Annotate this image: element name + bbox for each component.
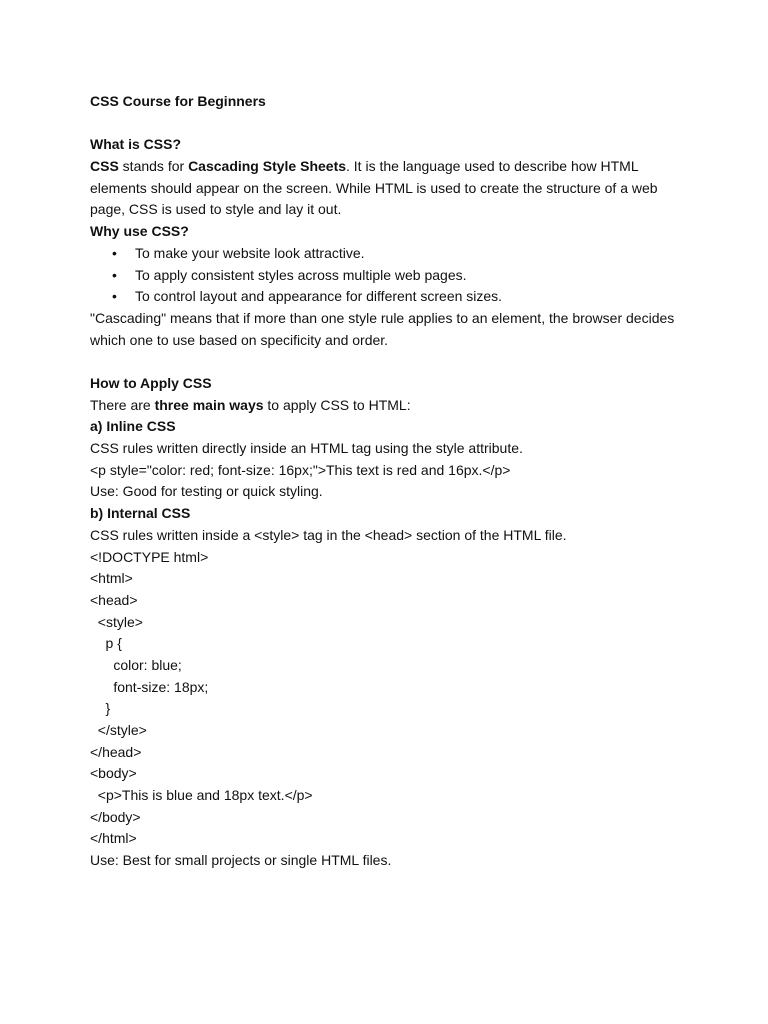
section-heading-apply: How to Apply CSS — [90, 375, 212, 392]
inline-example: <p style="color: red; font-size: 16px;">This text is red and 16px.</p> — [90, 461, 511, 478]
bullet-text: To make your website look attractive. — [135, 244, 365, 261]
internal-description: CSS rules written inside a <style> tag in the <head> section of the HTML file. — [90, 526, 567, 543]
apply-intro-pre: There are — [90, 396, 155, 413]
inline-use: Use: Good for testing or quick styling. — [90, 483, 323, 500]
code-line: color: blue; — [90, 656, 182, 673]
doc-title: CSS Course for Beginners — [90, 93, 266, 109]
why-bullet-list — [90, 243, 680, 308]
internal-use: Use: Best for small projects or single HTML files. — [90, 852, 392, 869]
spacer — [90, 351, 680, 373]
code-line: } — [90, 700, 111, 717]
list-item — [90, 286, 680, 308]
term-cascading-style-sheets: Cascading Style Sheets — [188, 158, 347, 175]
code-line: </html> — [90, 830, 137, 847]
term-css: CSS — [90, 158, 119, 175]
section-heading-what: What is CSS? — [90, 136, 182, 153]
inline-description: CSS rules written directly inside an HTML tag using the style attribute. — [90, 440, 523, 457]
code-line: <head> — [90, 591, 138, 608]
bullet-text: To control layout and appearance for different screen sizes. — [135, 288, 503, 305]
list-item — [90, 243, 680, 265]
code-line: </head> — [90, 743, 142, 760]
what-text-mid: stands for — [118, 158, 189, 175]
document-page — [90, 91, 680, 872]
code-line: <html> — [90, 570, 133, 587]
bullet-text: To apply consistent styles across multiple web pages. — [135, 266, 467, 283]
code-line: <body> — [90, 765, 137, 782]
list-item — [90, 265, 680, 287]
section-heading-why: Why use CSS? — [90, 223, 189, 240]
bullet-icon: • — [112, 266, 117, 283]
subheading-internal-css: b) Internal CSS — [90, 505, 191, 522]
code-line: font-size: 18px; — [90, 678, 209, 695]
apply-intro — [90, 395, 680, 417]
internal-code-block — [90, 547, 680, 851]
spacer — [90, 113, 680, 135]
code-line: <p>This is blue and 18px text.</p> — [90, 787, 313, 804]
what-paragraph — [90, 156, 680, 221]
code-line: p { — [90, 635, 122, 652]
apply-intro-post: to apply CSS to HTML: — [263, 396, 411, 413]
apply-intro-bold: three main ways — [154, 396, 264, 413]
bullet-icon: • — [112, 288, 117, 305]
code-line: </body> — [90, 808, 141, 825]
code-line: <style> — [90, 613, 143, 630]
bullet-icon: • — [112, 244, 117, 261]
code-line: <!DOCTYPE html> — [90, 548, 209, 565]
what-text-rest: . It is the language used to describe how HTML elements should appear on the screen. While HTML is used to create the structure of a web page, CSS is used to style and lay it out. — [90, 158, 658, 218]
cascading-paragraph: "Cascading" means that if more than one style rule applies to an element, the browser decides which one to use based on specificity and order. — [90, 309, 675, 348]
subheading-inline-css: a) Inline CSS — [90, 418, 176, 435]
code-line: </style> — [90, 722, 147, 739]
